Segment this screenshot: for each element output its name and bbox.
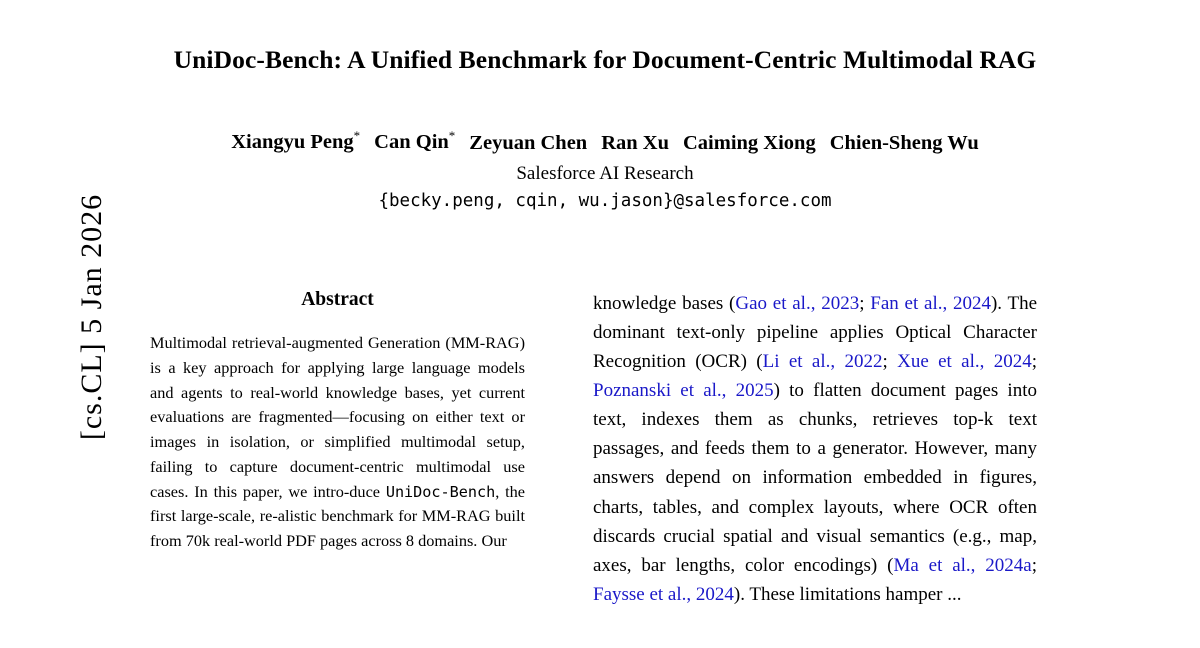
body-text: ; bbox=[1031, 351, 1038, 373]
contact-email: {becky.peng, cqin, wu.jason}@salesforce.com bbox=[378, 191, 832, 212]
body-text: ). The dominant text-only pipeline applies Optical Character Recognition (OCR) ( bbox=[593, 293, 1038, 373]
body-text: knowledge bases ( bbox=[593, 293, 736, 315]
body-text: ; bbox=[859, 293, 871, 315]
body-text: ; bbox=[882, 351, 898, 373]
citation-link[interactable]: Ma et al., 2024a bbox=[893, 554, 1032, 576]
author-list bbox=[150, 129, 1060, 156]
introduction-column bbox=[593, 289, 1037, 609]
affiliation: Salesforce AI Research bbox=[516, 163, 694, 185]
citation-link[interactable]: Faysse et al., 2024 bbox=[593, 583, 734, 605]
body-text: ; bbox=[1031, 554, 1038, 576]
citation-link[interactable]: Fan et al., 2024 bbox=[870, 293, 991, 315]
author: Can Qin* bbox=[374, 128, 456, 154]
benchmark-name: UniDoc-Bench bbox=[385, 482, 496, 501]
citation-link[interactable]: Poznanski et al., 2025 bbox=[593, 380, 774, 402]
abstract-text-part-1: Multimodal retrieval-augmented Generation (MM-RAG) is a key approach for applying large language models and agents to real-world knowledge bases, yet current evaluations are fragmented—focusing on either text or images in isolation, or simplified multimodal setup, failing to capture document-centric multimodal use cases. In this paper, we intro-duce bbox=[150, 333, 525, 501]
author-footnote-marker: * bbox=[353, 128, 361, 144]
author: Xiangyu Peng* bbox=[231, 128, 361, 154]
abstract-column bbox=[150, 289, 525, 609]
body-text: ). These limitations hamper ... bbox=[733, 583, 962, 605]
citation-link[interactable]: Gao et al., 2023 bbox=[735, 293, 860, 315]
body-text: ) to flatten document pages into text, indexes them as chunks, retrieves top-k text passages, and feeds them to a generator. However, many answers depend on information embedded in figures, charts, tables, and complex layouts, where OCR often discards crucial spatial and visual semantics (e.g., map, axes, bar lengths, color encodings) ( bbox=[593, 380, 1037, 576]
citation-link[interactable]: Xue et al., 2024 bbox=[897, 351, 1032, 373]
abstract-paragraph bbox=[150, 331, 525, 554]
paper-content bbox=[150, 0, 1060, 609]
two-column-body bbox=[150, 289, 1060, 609]
abstract-text-part-2: , the first large-scale, re-alistic benchmark for MM-RAG built from 70k real-world PDF pages across 8 domains. Our bbox=[150, 481, 525, 551]
author: Chien-Sheng Wu bbox=[829, 131, 979, 154]
citation-link[interactable]: Li et al., 2022 bbox=[762, 351, 883, 373]
abstract-heading: Abstract bbox=[301, 289, 374, 311]
author: Ran Xu bbox=[601, 131, 669, 154]
introduction-paragraph bbox=[593, 289, 1037, 609]
author: Zeyuan Chen bbox=[469, 131, 588, 154]
page-title: UniDoc-Bench: A Unified Benchmark for Document-Centric Multimodal RAG bbox=[173, 45, 1037, 74]
author: Caiming Xiong bbox=[683, 131, 816, 154]
arxiv-stamp: [cs.CL] 5 Jan 2026 bbox=[75, 193, 108, 441]
author-footnote-marker: * bbox=[448, 128, 456, 144]
